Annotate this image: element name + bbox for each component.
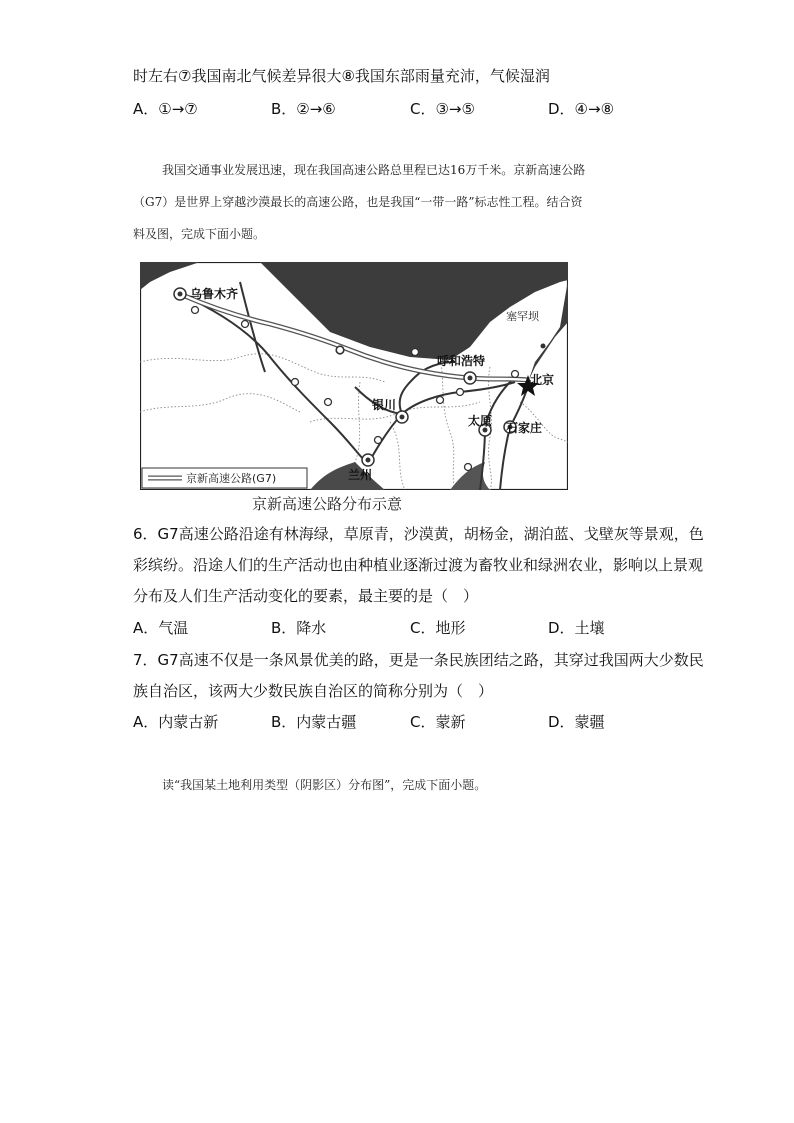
- urumqi-marker: [174, 288, 186, 300]
- saihanba-marker: [541, 344, 546, 349]
- q6-line-1: 6．G7高速公路沿途有林海绿，草原青，沙漠黄，胡杨金，湖泊蓝、戈壁灰等景观，色: [133, 525, 704, 543]
- label-yinchuan: 银川: [372, 398, 397, 412]
- q6-line-3: 分布及人们生产活动变化的要素，最主要的是（ ）: [133, 587, 479, 605]
- label-saihanba: 塞罕坝: [506, 310, 539, 323]
- prev-question-stem: 时左右⑦我国南北气候差异很大⑧我国东部雨量充沛，气候湿润: [133, 67, 550, 85]
- label-hohhot: 呼和浩特: [437, 354, 486, 368]
- hohhot-marker: [464, 372, 476, 384]
- q7-option-c: C．蒙新: [410, 713, 466, 731]
- q6-option-c: C．地形: [410, 619, 466, 637]
- q6-line-2: 彩缤纷。沿途人们的生产活动也由种植业逐渐过渡为畜牧业和绿洲农业，影响以上景观: [133, 556, 704, 574]
- g7-highway-map: [140, 262, 568, 490]
- label-urumqi: 乌鲁木齐: [190, 287, 239, 301]
- passage1-line-3: 料及图，完成下面小题。: [133, 227, 266, 241]
- prev-option-a: A．①→⑦: [133, 100, 198, 118]
- label-lanzhou: 兰州: [348, 468, 373, 482]
- prev-option-c: C．③→⑤: [410, 100, 475, 118]
- passage1-line-1: 我国交通事业发展迅速，现在我国高速公路总里程已达16万千米。京新高速公路: [162, 163, 586, 177]
- lanzhou-marker: [362, 454, 374, 466]
- passage1-line-2: （G7）是世界上穿越沙漠最长的高速公路，也是我国“一带一路”标志性工程。结合资: [133, 195, 583, 209]
- label-shijiazhuang: 石家庄: [506, 421, 543, 435]
- label-taiyuan: 太原: [468, 414, 493, 428]
- passage2: 读“我国某土地利用类型（阴影区）分布图”，完成下面小题。: [162, 778, 487, 792]
- map-caption: 京新高速公路分布示意: [252, 495, 403, 513]
- prev-option-d: D．④→⑧: [548, 100, 615, 118]
- q6-option-a: A．气温: [133, 619, 189, 637]
- q7-option-d: D．蒙疆: [548, 713, 605, 731]
- q7-line-1: 7．G7高速不仅是一条风景优美的路，更是一条民族团结之路，其穿过我国两大少数民: [133, 651, 704, 669]
- q7-option-b: B．内蒙古疆: [271, 713, 357, 731]
- q7-line-2: 族自治区，该两大少数民族自治区的简称分别为（ ）: [133, 682, 494, 700]
- map-legend: [142, 468, 307, 488]
- q7-option-a: A．内蒙古新: [133, 713, 219, 731]
- prev-option-b: B．②→⑥: [271, 100, 336, 118]
- label-beijing: 北京: [530, 373, 555, 387]
- q6-option-b: B．降水: [271, 619, 327, 637]
- q6-option-d: D．土壤: [548, 619, 605, 637]
- yinchuan-marker: [396, 411, 408, 423]
- legend-label: 京新高速公路(G7): [186, 472, 277, 485]
